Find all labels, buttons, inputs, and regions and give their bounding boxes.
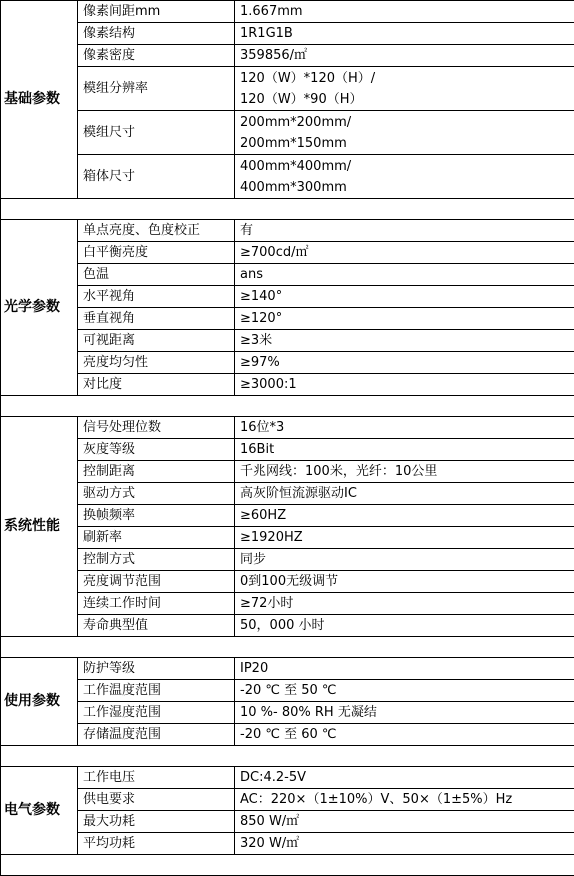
spec-label: 工作电压 [78,767,235,789]
spec-value-cell [235,286,574,308]
spec-label: 亮度均匀性 [78,352,235,374]
spec-value: 10 %- 80% RH 无凝结 [240,702,574,723]
spec-value-line2: 400mm*300mm [240,177,574,198]
spec-label: 亮度调节范围 [78,571,235,593]
section-category: 使用参数 [1,658,78,746]
spec-value: ≥140° [240,286,574,307]
spec-label: 换帧频率 [78,505,235,527]
spec-row [1,549,574,571]
spec-value: 50，000 小时 [240,615,574,636]
spec-label: 工作温度范围 [78,680,235,702]
spec-value-cell [235,593,574,615]
spec-value-cell [235,549,574,571]
spec-row [1,505,574,527]
spec-value-cell [235,571,574,593]
spec-row [1,352,574,374]
spacer-cell [1,396,574,417]
spec-value-cell [235,680,574,702]
spec-row [1,615,574,637]
spec-value: ≥60HZ [240,505,574,526]
spec-value: ≥3000:1 [240,374,574,395]
spec-row [1,527,574,549]
spec-row [1,1,574,23]
spec-row [1,220,574,242]
spec-label: 防护等级 [78,658,235,680]
spec-value: ≥72小时 [240,593,574,614]
spec-value-cell [235,483,574,505]
spec-value: -20 ℃ 至 50 ℃ [240,680,574,701]
spec-label: 模组分辨率 [78,67,235,111]
spec-value: 同步 [240,549,574,570]
spec-value-cell [235,308,574,330]
spec-value-cell [235,724,574,746]
spec-value-cell [235,242,574,264]
spec-table-body [1,1,574,876]
spec-value-cell [235,220,574,242]
spec-row [1,767,574,789]
section-spacer [1,746,574,767]
spec-label: 模组尺寸 [78,111,235,155]
spec-label: 白平衡亮度 [78,242,235,264]
spec-row [1,571,574,593]
section-category: 光学参数 [1,220,78,396]
spacer-cell [1,855,574,876]
spec-label: 像素结构 [78,23,235,45]
spec-row [1,111,574,155]
spec-value-cell [235,1,574,23]
spec-row [1,789,574,811]
spec-value: 千兆网线：100米，光纤：10公里 [240,461,574,482]
spec-label: 驱动方式 [78,483,235,505]
spec-value-cell [235,658,574,680]
spec-row [1,461,574,483]
spec-label: 垂直视角 [78,308,235,330]
spec-row [1,702,574,724]
spec-value-cell [235,155,574,199]
spec-value-cell [235,833,574,855]
spec-value: ≥97% [240,352,574,373]
spec-row [1,330,574,352]
spec-value-cell [235,264,574,286]
spec-row [1,593,574,615]
spec-label: 供电要求 [78,789,235,811]
spec-value: IP20 [240,658,574,679]
spec-value: ≥700cd/㎡ [240,242,574,263]
spec-value: 有 [240,220,574,241]
spec-value-cell [235,505,574,527]
spec-value-cell [235,767,574,789]
section-spacer [1,396,574,417]
spec-value: ans [240,264,574,285]
spec-label: 最大功耗 [78,811,235,833]
spec-value-cell [235,527,574,549]
spec-row [1,811,574,833]
spec-row [1,417,574,439]
spec-row [1,658,574,680]
spec-value-cell [235,417,574,439]
spec-row [1,439,574,461]
spec-label: 单点亮度、色度校正 [78,220,235,242]
spec-label: 色温 [78,264,235,286]
spec-label: 控制方式 [78,549,235,571]
spec-label: 灰度等级 [78,439,235,461]
spec-row [1,374,574,396]
spec-label: 刷新率 [78,527,235,549]
spec-value: DC:4.2-5V [240,767,574,788]
spec-value: 850 W/㎡ [240,811,574,832]
spec-row [1,286,574,308]
spec-value: 高灰阶恒流源驱动IC [240,483,574,504]
spec-label: 像素间距mm [78,1,235,23]
spec-value-cell [235,789,574,811]
spec-row [1,308,574,330]
spec-value: AC：220×（1±10%）V、50×（1±5%）Hz [240,789,574,810]
spec-value: 120（W）*120（H）/ [240,68,574,89]
spec-value-cell [235,811,574,833]
spacer-cell [1,199,574,220]
spec-value: 320 W/㎡ [240,833,574,854]
spec-label: 存储温度范围 [78,724,235,746]
spec-value: ≥1920HZ [240,527,574,548]
section-spacer [1,637,574,658]
spec-value-line2: 120（W）*90（H） [240,89,574,110]
spec-row [1,45,574,67]
spec-value: 359856/㎡ [240,45,574,66]
spec-label: 连续工作时间 [78,593,235,615]
spec-row [1,833,574,855]
spec-row [1,67,574,111]
spec-row [1,242,574,264]
spec-row [1,23,574,45]
spec-row [1,483,574,505]
spec-label: 工作湿度范围 [78,702,235,724]
spec-label: 箱体尺寸 [78,155,235,199]
spec-label: 控制距离 [78,461,235,483]
spec-value: -20 ℃ 至 60 ℃ [240,724,574,745]
spec-value-cell [235,23,574,45]
spec-value: 16位*3 [240,417,574,438]
spec-value-cell [235,702,574,724]
spec-value-cell [235,67,574,111]
spec-label: 可视距离 [78,330,235,352]
spec-value: 1.667mm [240,1,574,22]
spec-value-cell [235,374,574,396]
spec-value-cell [235,461,574,483]
spec-value-cell [235,439,574,461]
spec-row [1,264,574,286]
spec-value-cell [235,330,574,352]
section-spacer [1,855,574,876]
spacer-cell [1,746,574,767]
spec-value: ≥120° [240,308,574,329]
spec-row [1,155,574,199]
section-category: 基础参数 [1,1,78,199]
spec-value-cell [235,111,574,155]
spec-label: 寿命典型值 [78,615,235,637]
section-category: 电气参数 [1,767,78,855]
spec-row [1,724,574,746]
spec-value: 16Bit [240,439,574,460]
spec-label: 对比度 [78,374,235,396]
spec-label: 像素密度 [78,45,235,67]
spec-label: 信号处理位数 [78,417,235,439]
spacer-cell [1,637,574,658]
spec-value-cell [235,352,574,374]
spec-value-cell [235,615,574,637]
section-category: 系统性能 [1,417,78,637]
spec-value: 1R1G1B [240,23,574,44]
spec-value: 200mm*200mm/ [240,112,574,133]
spec-value-line2: 200mm*150mm [240,133,574,154]
spec-value-cell [235,45,574,67]
spec-label: 平均功耗 [78,833,235,855]
spec-value: 400mm*400mm/ [240,156,574,177]
spec-value: ≥3米 [240,330,574,351]
spec-label: 水平视角 [78,286,235,308]
spec-row [1,680,574,702]
section-spacer [1,199,574,220]
spec-value: 0到100无级调节 [240,571,574,592]
